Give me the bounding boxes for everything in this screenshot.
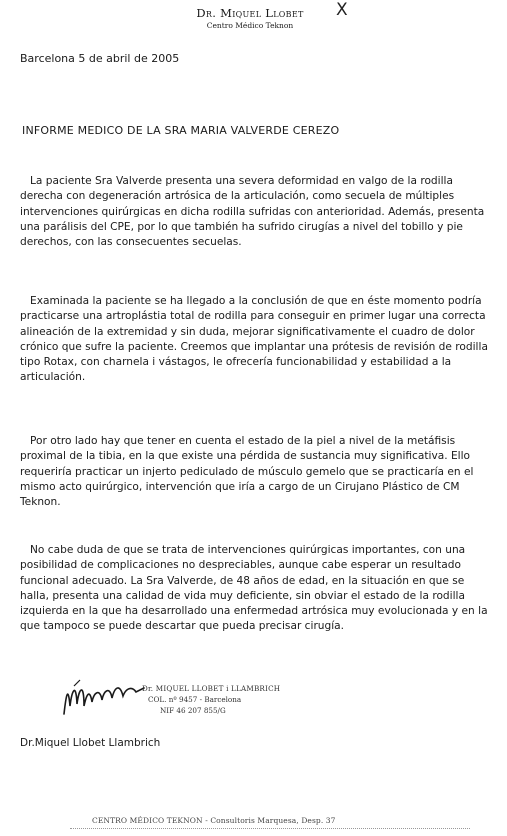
footer-address: CENTRO MÉDICO TEKNON - Consultoris Marquesa, Desp. 37 [92, 816, 336, 825]
handwritten-x-mark: X [336, 0, 348, 20]
paragraph-skin-graft: Por otro lado hay que tener en cuenta el estado de la piel a nivel de la metáfisis proximal de la tibia, en la que existe una pérdida de sustancia muy significativa. Ello requeriría practicar un injerto pediculado de músculo gemelo que se practicaría en el mismo acto quirúrgico, intervención que iría a cargo de un Cirujano Plástico de CM Teknon. [20, 435, 474, 509]
doctor-stamp [142, 683, 280, 716]
report-title: INFORME MEDICO DE LA SRA MARIA VALVERDE CEREZO [22, 124, 340, 137]
signer-name: Dr.Miquel Llobet Llambrich [20, 737, 161, 749]
letterhead-name: Dr. Miquel Llobet [196, 6, 304, 20]
letterhead-subtitle: Centro Médico Teknon [206, 21, 294, 30]
date-line: Barcelona 5 de abril de 2005 [20, 52, 180, 65]
footer-rule [70, 828, 470, 833]
paragraph-conclusion: No cabe duda de que se trata de intervenciones quirúrgicas importantes, con una posibilidad de complicaciones no despreciables, aunque cabe esperar un resultado funcional adecuado. La Sra Valverde, de 48 años de edad, en la situación en que se halla, presenta una calidad de vida muy deficiente, sin obviar el estado de la rodilla izquierda en la que ha desarrollado una enfermedad artrósica muy evolucionada y en la que tampoco se puede descartar que pueda precisar cirugía. [20, 544, 488, 633]
stamp-license: COL. nº 9457 - Barcelona [148, 695, 242, 704]
stamp-nif: NIF 46 207 855/G [160, 706, 226, 715]
stamp-name: Dr. MIQUEL LLOBET i LLAMBRICH [142, 684, 281, 693]
handwritten-signature [60, 676, 150, 725]
paragraph-treatment: Examinada la paciente se ha llegado a la conclusión de que en éste momento podría practicarse una artroplástia total de rodilla para conseguir en primer lugar una correcta alineación de la extremidad y sin duda, mejorar significativamente el cuadro de dolor crónico que sufre la paciente. Creemos que implantar una prótesis de revisión de rodilla tipo Rotax, con charnela i vástagos, le ofrecería funcionabilidad y estabilidad a la articulación. [20, 295, 488, 384]
paragraph-diagnosis: La paciente Sra Valverde presenta una severa deformidad en valgo de la rodilla derecha con degeneración artrósica de la articulación, como secuela de múltiples intervenciones quirúrgicas en dicha rodilla sufridas con anterioridad. Además, presenta una parálisis del CPE, por lo que también ha sufrido cirugías a nivel del tobillo y pie derechos, con las consecuentes secuelas. [20, 175, 485, 249]
